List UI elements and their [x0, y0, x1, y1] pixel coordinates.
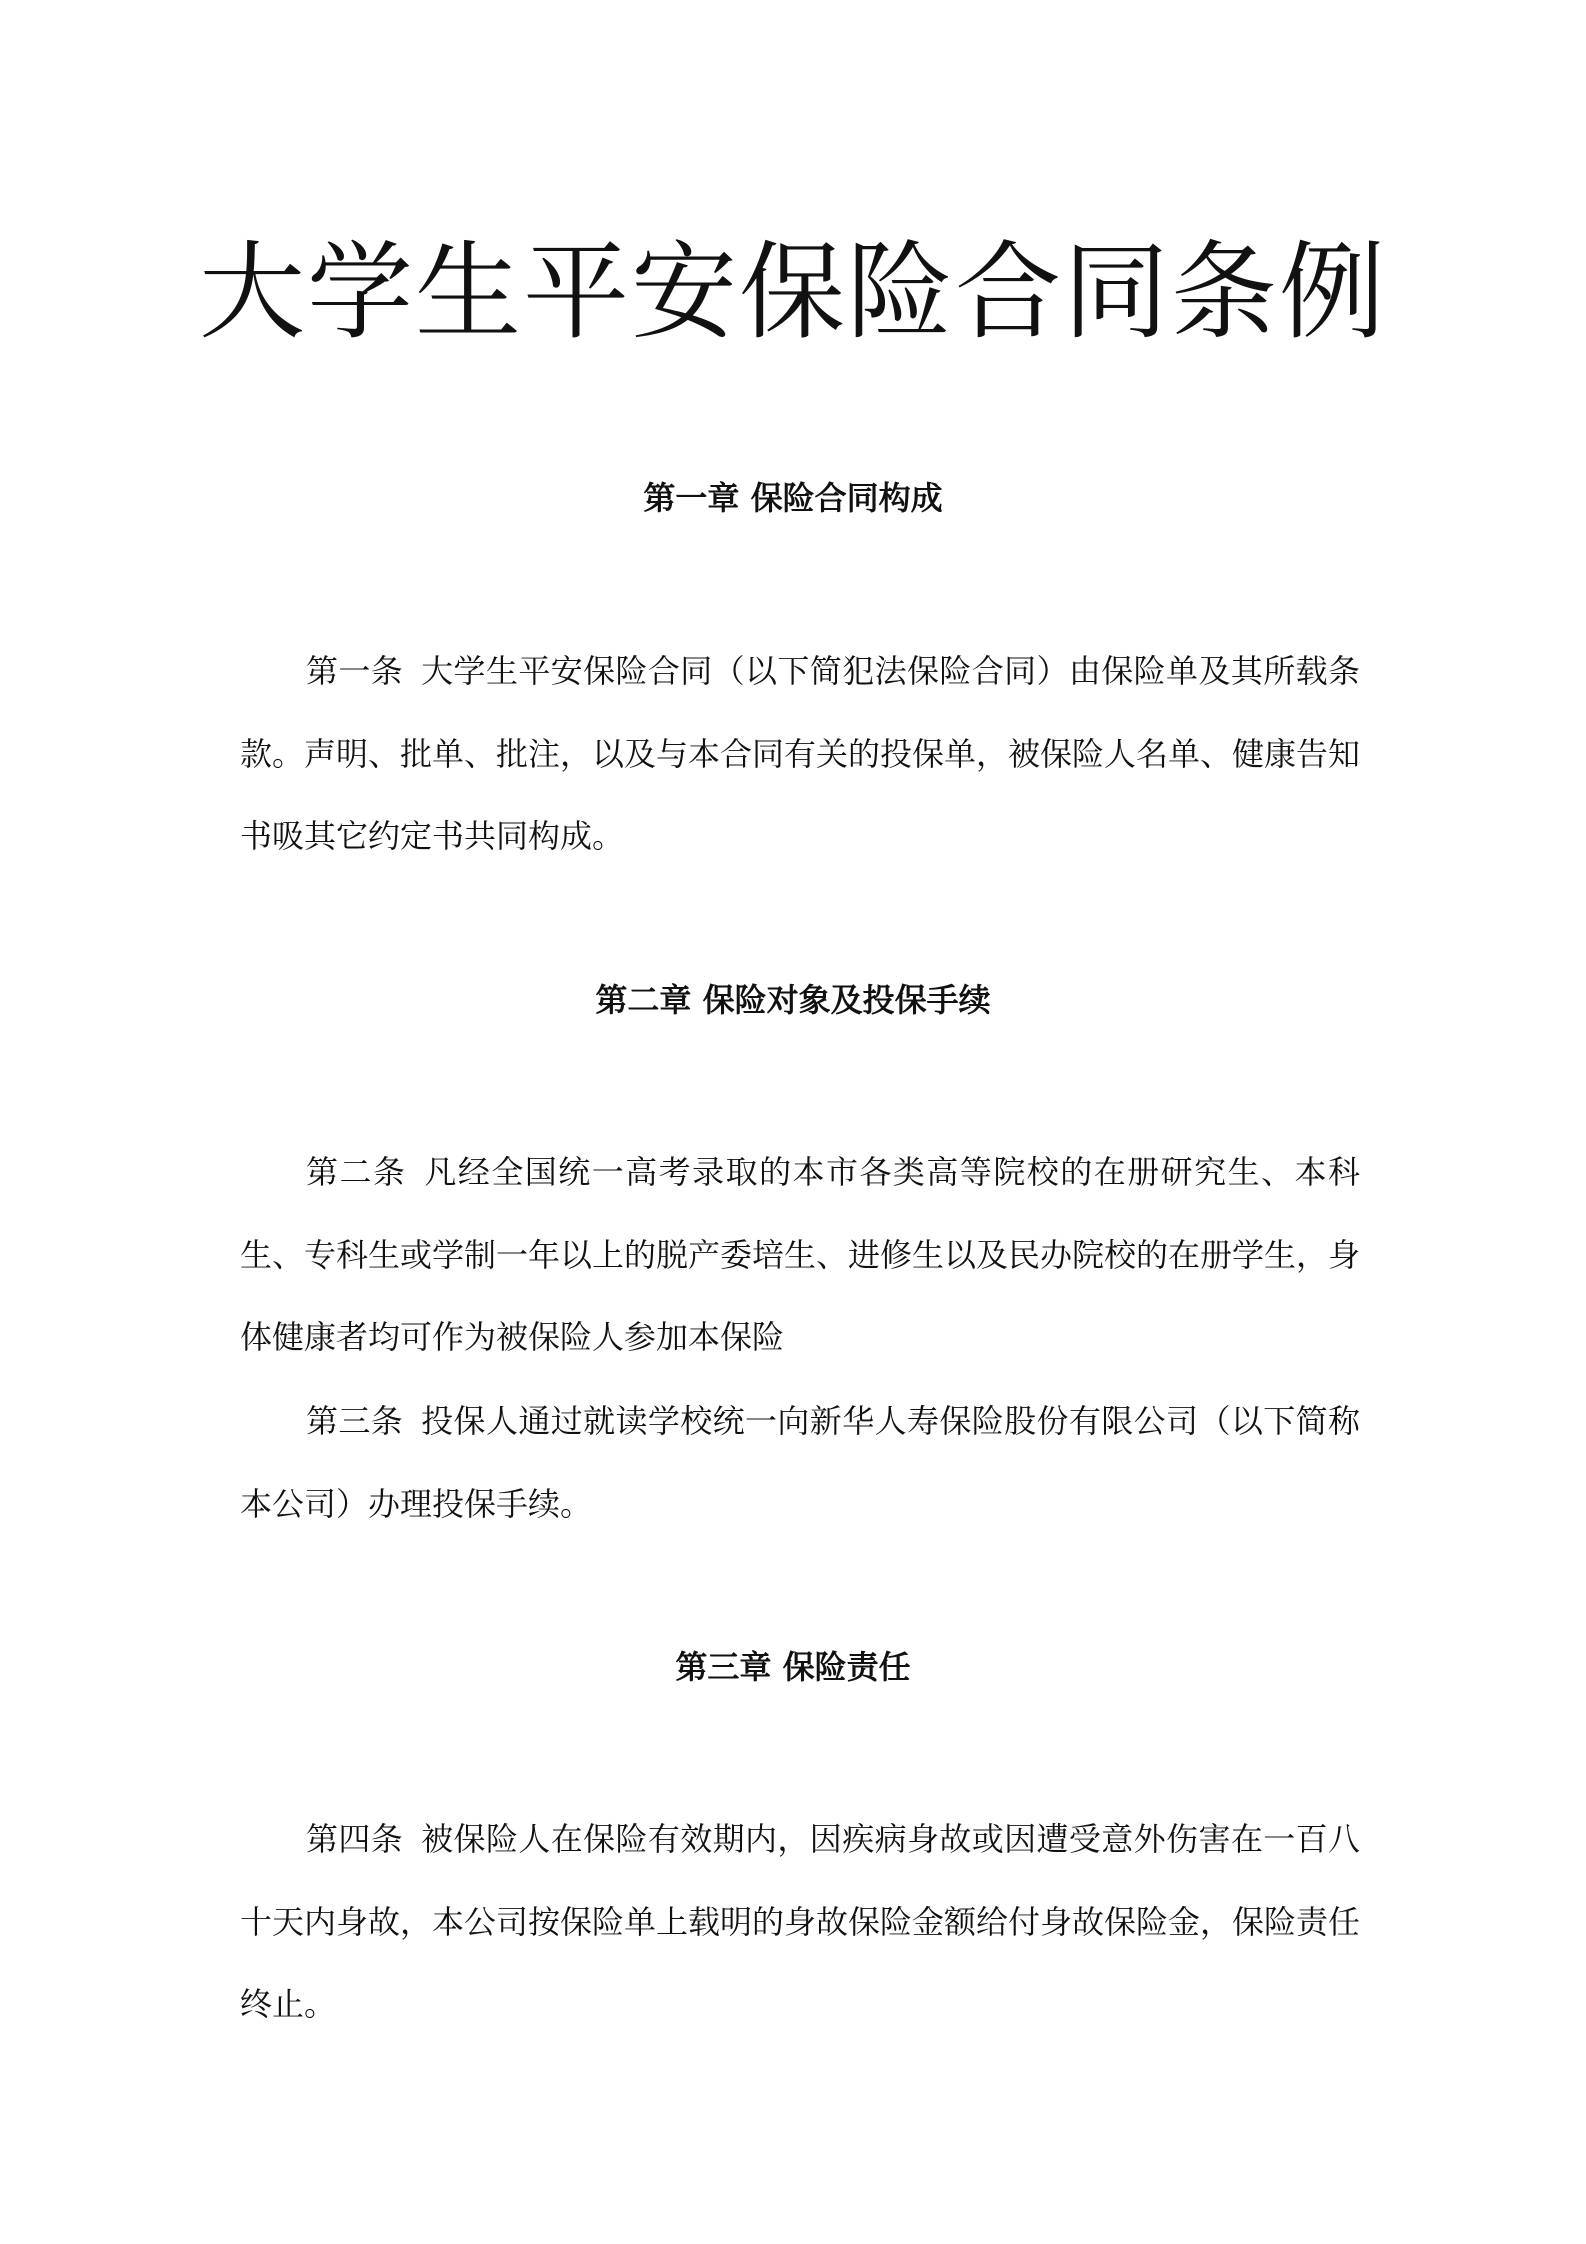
- article-text: 投保人通过就读学校统一向新华人寿保险股份有限公司（以下简称本公司）办理投保手续。: [240, 1402, 1360, 1523]
- article-number: 第三条: [306, 1402, 404, 1440]
- article-paragraph: [240, 1798, 1360, 2046]
- article-text: 被保险人在保险有效期内，因疾病身故或因遭受意外伤害在一百八十天内身故，本公司按保险单上载明的身故保险金额给付身故保险金，保险责任终止。: [240, 1820, 1361, 2023]
- chapter-heading: 第三章 保险责任: [675, 1648, 911, 1686]
- chapter-heading: 第二章 保险对象及投保手续: [595, 981, 991, 1019]
- article-text: 凡经全国统一高考录取的本市各类高等院校的在册研究生、本科生、专科生或学制一年以上的脱产委培生、进修生以及民办院校的在册学生，身体健康者均可作为被保险人参加本保险: [240, 1153, 1361, 1356]
- article-paragraph: [240, 1380, 1360, 1545]
- article-number: 第四条: [306, 1820, 404, 1858]
- article-paragraph: [240, 1131, 1360, 1379]
- article-text: 大学生平安保险合同（以下简犯法保险合同）由保险单及其所载条款。声明、批单、批注，以及与本合同有关的投保单，被保险人名单、健康告知书吸其它约定书共同构成。: [240, 652, 1361, 855]
- article-number: 第二条: [306, 1153, 407, 1191]
- article-paragraph: [240, 630, 1360, 878]
- chapter-heading: 第一章 保险合同构成: [643, 479, 943, 517]
- article-number: 第一条: [306, 652, 404, 690]
- document-title: 大学生平安保险合同条例: [199, 231, 1387, 354]
